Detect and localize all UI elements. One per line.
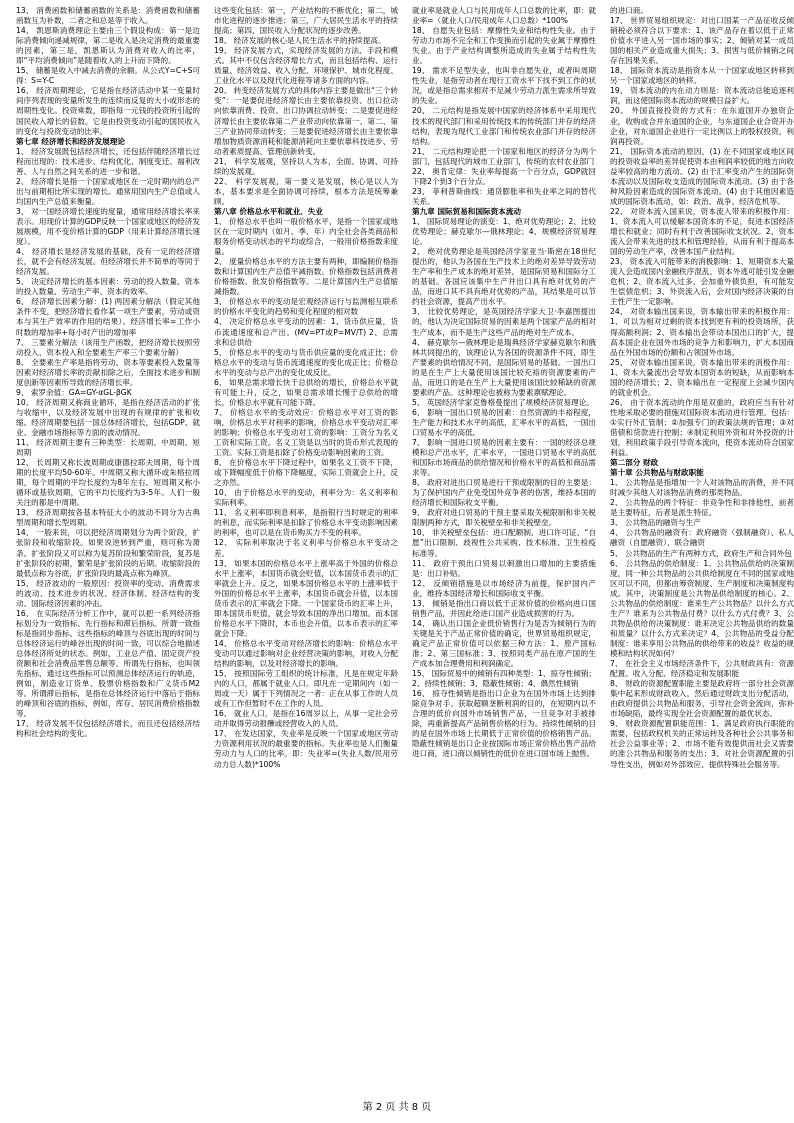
paragraph: 12、 长周期又称长波周期或康德拉耶夫周期，每个周期的长度平均50-60年。中周期又称大循环或朱格拉周期，每个周期的平均长度约为8年左右。短周期又称小循环或基钦周期，它的平均长度约为3-5年。人们一般关注的都是中周期。 [16, 458, 200, 508]
paragraph: 4、 公共物品的融资有：政府融资（强制融资）、私人融资（自愿融资）、联合融资 [610, 528, 794, 548]
paragraph: 1、 价格总水平也叫一般价格水平，是指一个国家或地区在一定时期内（如月、季、年）内全社会各类商品和服务价格变动状态的平均或综合，一般用价格指数来度量。 [214, 216, 398, 257]
paragraph: 17、 经济发展不仅包括经济增长，而且还包括经济结构和社会结构的变化。 [16, 719, 200, 739]
paragraph: 14、 凯恩斯消费理论主要由三个假设构成：第一是边际消费倾向递减规律，第二是收入是决定消费的最重要的因素，第三是，凯恩斯认为消费对收入的比率，即“平均消费倾向”是随着收入的上升而下降的。 [16, 26, 200, 66]
paragraph: 25、 对资本输出国来说，资本输出带来的消极作用：1、资本大量流出会导致本国资本的短缺，从而影响本国的经济增长；2、资本输出在一定程度上会减少国内的就业机会。 [610, 357, 794, 397]
paragraph: 21、 二元结构理论把一个国家和地区的经济分为两个部门，包括现代的城市工业部门，传统的农村农业部门 [412, 146, 596, 166]
paragraph: 12、 实际利率取决于名义利率与价格总水平变动之差。 [214, 538, 398, 558]
paragraph: 11、 经济周期主要有三种类型：长周期、中周期、短周期 [16, 438, 200, 458]
paragraph: 9、 索罗余值：GA=GY-αGL-βGK [16, 387, 132, 397]
paragraph: 22、 科学发展观，第一要义是发展，核心是以人为本，基本要求是全面协调可持续，根本方法是统筹兼顾。 [214, 176, 398, 206]
text-column-4 [610, 6, 794, 1096]
paragraph: 15、 国际贸易中的倾销有四种类型：1、掠夺性倾销；2、持续性倾销；3、隐蔽性倾销；4、偶然性倾销 [412, 669, 596, 689]
paragraph: 24、 对资本输出国来说，资本输出带来的积极作用：1、可以为相对过剩的资本找到更有利的投资场所，获得高额利润；2、资本输出会带动本国出口的扩大，提高本国企业在国外市场的竞争力和影响力，扩大本国商品在外国市场的份额和占领国外市场。 [610, 307, 794, 357]
paragraph: 8、 在价格总水平下降过程中，如果名义工资不下降，或下降幅度低于价格下降幅度，实际工资就会上升，反之亦然。 [214, 458, 398, 488]
paragraph: 2、 度量价格总水平的方法主要有两种，即编制价格指数和计算国内生产总值平减指数。价格指数包括消费者价格指数、批发价格指数等。二是计算国内生产总值缩减指数。 [214, 257, 398, 297]
paragraph: 14、 价格总水平变动对经济增长的影响：价格总水平变动可以通过影响对企业经营决策的影响，对收入分配结构的影响，以及对经济增长的影响。 [214, 638, 398, 669]
paragraph: 3、 价格总水平的变动是宏观经济运行与监测相互联系的价格水平变化的趋势和变化程度的相对数 [214, 297, 398, 317]
paragraph: 3、 公共物品的融资与生产 [610, 518, 701, 528]
paragraph: 12、 反倾销措施是以市场经济为前提，保护国内产业，维持本国经济增长和国际收支平衡。 [412, 578, 596, 598]
paragraph: 3、 比较优势理论，是英国经济学家大卫·李嘉图提出的，他认为决定国际贸易的因素是两个国家产品的相对生产成本，而不是生产这些产品的绝对生产成本。 [412, 307, 596, 337]
paragraph: 就业率是就业人口与民用成年人口总数的比率，即：就业率=（就业人口/民用成年人口总数）*100% [412, 6, 596, 26]
paragraph: 4、 决定价格总水平变动的因素：1、货币供应量，货币流通速度和总产出。(MV=PT或P=MV/T) 2、总需求和总供给 [214, 317, 398, 347]
text-column-3 [412, 6, 596, 1096]
paragraph: 19、 经济发展方式，实现经济发展的方法、手段和模式。其中不仅包含经济增长方式，而且包括结构、运行质量、经济效益、收入分配、环境保护、城市化程度、工业化水平以及现代化进程等诸多方面的内容。 [214, 46, 398, 86]
paragraph: 这些变化包括：第一，产业结构的不断优化；第二，城市化进程的逐步推进；第三，广大居民生活水平的持续提高；第四，国民收入分配状况的逐步改善。 [214, 6, 398, 36]
paragraph: 1、 国际贸易理论的演变：1、绝对优势理论；2、比较优势理论；赫克歇尔—俄林理论；4、规模经济贸易理论。 [412, 216, 596, 247]
paragraph: 9、 财政资源配置职能范围：1、满足政府执行职能的需要，包括政权机关的正常运转及各种社会公共事务和社会公益事业等；2、市场不能有效提供而社会又需要的准公共物品和服务的支出；3、对社会资源配置的引导性支出，例如对外部效应、提供特殊社会服务等。 [610, 719, 794, 769]
paragraph: 11、 政府干预出口贸易以刺激出口增加的主要措施是：出口补贴。 [412, 558, 596, 578]
paragraph: 8、 全要素生产率是指将劳动、资本等要素投入数量等因素对经济增长率的贡献扣除之后，全面技术进步和制度创新等因素所导致的经济增长率。 [16, 357, 200, 387]
paragraph: 19、 需求不足型失业，也叫非自愿失业，或者叫周期性失业，是指劳动者在现行工资水平下找不到工作的状况，或是指总需求相对不足减少劳动力派生需求所导致的失业。 [412, 66, 596, 106]
paragraph: 11、 名义利率即利息利率，是指银行当时规定的利率的利息，而实际利率是扣除了价格总水平变动影响因素的利率，也可以是在货币购买力不变的利率。 [214, 508, 398, 538]
paragraph: 1、 经济发展既包括经济增长，还包括伴随经济增长过程而出现的：技术进步、结构优化、制度变迁、福利改善、人与自然之间关系的进一步和谐。 [16, 146, 200, 176]
paragraph: 5、 决定经济增长的基本因素：劳动的投入数量、资本的投入数量、劳动生产率、资本的效率。 [16, 277, 200, 297]
paragraph: 20、 转变经济发展方式的具体内容主要是做出“三个转变”：一是要促进经济增长由主要依靠投资、出口拉动向依靠消费、投资、出口协调拉动转变；二是要促进经济增长由主要依靠第二产业带动向依靠第一、第二、第三产业协同带动转变；三是要促进经济增长由主要依靠增加物质资源消耗和能源消耗向主要依靠科技进步、劳动者素质提高、管理创新转变。 [214, 86, 398, 156]
paragraph: 15、 储蓄是收入中减去消费的余额。从公式Y=C+S可得：S=Y-C [16, 66, 200, 86]
document-page [16, 6, 794, 1098]
paragraph: 10、 由于价格总水平的变动，利率分为：名义利率和实际利率。 [214, 488, 398, 508]
paragraph: 20、 外国直接投资的方式有：在东道国开办独资企业，收购或合并东道国的企业，与东道国企业合资开办企业，对东道国企业进行一定比例以上的股权投资，利润再投资。 [610, 106, 794, 146]
paragraph: 的进口商。 [610, 6, 648, 15]
paragraph: 10、 经济周期又称商业循环，是指在经济活动的扩张与收缩中，以及经济发展中出现的有规律的扩张和收缩。经济周期要包括一国总体经济增长，包括GDP、就业、金融市场指标等方面的波动情况。 [16, 397, 200, 437]
paragraph: 21、 科学发展观，坚持以人为本，全面、协调、可持续的发展观。 [214, 156, 398, 176]
paragraph: 14、 一般来说，可以把经济周期划分为两个阶段，扩张阶段和收缩阶段。如果说逆转到严重，则可称为萧条。扩张阶段又可以称为复苏阶段和繁荣阶段，复苏是扩张阶段的初期，繁荣是扩张阶段的后期。收缩阶段的最低点称为谷底，扩张阶段的最高点称为峰顶。 [16, 528, 200, 578]
section-heading: 第七章 经济增长和经济发展理论 [16, 136, 125, 146]
paragraph: 13、 倾销是指出口商以低于正常价值的价格向进口国销售产品，并因此给进口国产业造成损害的行为。 [412, 598, 596, 618]
paragraph: 10、 非关税壁垒包括：进口配额制、进口许可证、“自愿”出口限制、歧视性公共采购、技术标准、卫生检疫标准等。 [412, 528, 596, 558]
paragraph: 18、 自愿失业包括：摩擦性失业和结构性失业。由于劳动力市场不完全和工作变换而引起的失业属于摩擦性失业。由于产业结构调整所造成的失业属于结构性失业。 [412, 26, 596, 66]
paragraph: 13、 消费函数和储蓄函数的关系是：消费函数和储蓄函数互为补数，二者之和总是等于收入。 [16, 6, 200, 26]
page-number-footer: 第 2 页 共 8 页 [362, 1102, 432, 1113]
paragraph: 17、 在发达国家，失业率是反映一个国家或地区劳动力资源利用状况的最重要的指标。失业率也是人们衡量劳动力与人口的比率。即：失业率=(失业人数/民用劳动力总人数)*100% [214, 729, 398, 769]
paragraph: 7、 三要素分解法（该用生产函数，把经济增长按照劳动投入、资本投入和全要素生产率三个要素分解） [16, 337, 200, 357]
text-column-2 [214, 6, 398, 1096]
paragraph: 16、 就业人口，是指在16周岁以上，从事一定社会劳动并取得劳动报酬或经营收入的人员。 [214, 709, 398, 729]
section-heading: 第九章 国际贸易和国际资本流动 [412, 206, 521, 216]
paragraph: 19、 资本流动的内在动力则是：资本流动总能追逐利润，而这使国际资本流动的规模日益扩大。 [610, 86, 794, 106]
paragraph: 2、 公共物品的两个特征：非竞争性和非排他性，前者是主要特征，后者是派生特征。 [610, 498, 794, 518]
paragraph: 2、 经济增长是指一个国家或地区在一定时期内的总产出与前期相比所实现的增长。通常用国内生产总值或人均国内生产总值来衡量。 [16, 176, 200, 206]
paragraph: 2、 绝对优势理论是英国经济学家亚当·斯密在18世纪提出的，他认为各国在生产技术上的绝对差异导致劳动生产率和生产成本的绝对差异，是国际贸易和国际分工的基础。各国应该集中生产并出口具有绝对优势的产品，而进口其不具有绝对优势的产品，其结果是可以节约社会资源，提高产出水平。 [412, 247, 596, 307]
paragraph: 4、 经济增长是经济发展的基础，没有一定的经济增长，就不会有经济发展。但经济增长并不简单的等同于经济发展。 [16, 247, 200, 277]
paragraph: 8、 财政的资源配置职能主要是政府将一部分社会资源集中起来形成财政收入，然后通过财政支出分配活动，由政府提供公共物品和服务，引导社会资金流向，弥补市场缺陷，最终实现全社会资源配置的最优状态。 [610, 679, 794, 719]
paragraph: 6、 影响一国出口贸易的因素：自然资源的丰裕程度，生产能力和技术水平的高低，汇率水平的高低，一国出口贸易水平的高低。 [412, 407, 596, 437]
paragraph: 5、 公共物品的生产有两种方式，政府生产和合同外包 [610, 548, 792, 558]
paragraph: 22、 奥肯定律：失业率每提高一个百分点，GDP就回下降2个到3个百分点。 [412, 166, 596, 186]
paragraph: 13、 经济周期按各基本特征大小的波动不同分为古典型周期和增长型周期。 [16, 508, 200, 528]
paragraph: 16、 在实际经济分析工作中，就可以把一系列经济指标划分为一致指标、先行指标和滞后指标。所谓一致指标是指同步指标，这些指标的峰顶与谷底出现的时间与总体经济运行的峰谷出现的时间一致，可以综合地描述总体经济所处的状态。例如，工业总产值、固定资产投资额和社会消费品零售总额等。所谓先行指标，也叫领先指标，通过这些指标可以预测总体经济运行的轨迹，例如，制造业订货单、股票价格指数和广义货币M2等。所谓滞后指标，是指在总体经济运行中落后于指标的峰顶和谷底的指标，例如，库存、居民消费价格指数等。 [16, 608, 200, 719]
paragraph: 18、 经济发展的核心是人民生活水平的持续提高。 [214, 36, 386, 46]
paragraph: 17、 世界贸易组织规定：对出口国某一产品征收反倾销税必须符合以下要求：1、该产品存在着以低于正常价值水平进入另一国市场的事实；2、倾销对某一成员国的相关产业造成重大损失；3、损害与低价倾销之间存在因果关系。 [610, 16, 794, 66]
paragraph: 7、 在社会主义市场经济条件下，公共财政具有：资源配置、收入分配、经济稳定和发展职能 [610, 659, 794, 679]
paragraph: 8、 政府对进出口贸易进行干预或限制的目的主要是：为了保护国内产业免受国外竞争者的伤害，维持本国的经济增长和国际收支平衡。 [412, 478, 596, 508]
paragraph: 18、 国际资本流动是指资本从一个国家或地区转移到另一个国家或地区的转移。 [610, 66, 794, 86]
paragraph: 4、 赫克歇尔—俄林理论是瑞典经济学家赫克歇尔和俄林共同提出的，该理论认为各国的资源条件不同，即生产要素的供给情况不同，是国际贸易的基础。一国出口的是在生产上大量使用该国比较充裕的资源要素的产品，而进口的是在生产上大量使用该国比较稀缺的资源要素的产品。这种理论也被称为要素禀赋理论。 [412, 337, 596, 397]
paragraph: 7、 影响一国进口贸易的因素主要有：一国的经济总规模和总产出水平，汇率水平，一国进口贸易水平的高低和国际市场商品的供给情况和价格水平的高低和商品需求等。 [412, 438, 596, 478]
paragraph: 15、 按照国际劳工组织的统计标准，凡是在规定年龄内的人口，都属于就业人口。即凡在一定期间内（如一周或一天）属于下列情况之一者：正在从事工作的人员或有工作但暂时不在工作的人员。 [214, 669, 398, 709]
paragraph: 23、 资本流入可能带来的消极影响：1、短期资本大量流入会造成国内金融秩序混乱，资本外逃可能引发金融危机；2、资本流入过多，会加重外债负担，有可能发生偿债危机；3、外资流入后，会对国内经济决策的自主性产生一定影响。 [610, 257, 794, 307]
paragraph: 5、 英国经济学家克鲁格曼提出了规模经济贸易理论。 [412, 397, 594, 407]
paragraph: 1、 公共物品是指增加一个人对该物品的消费，并不同时减少其他人对该物品消费的那类物品。 [610, 478, 794, 498]
section-heading: 第十章 公共物品与财政职能 [610, 468, 704, 478]
paragraph: 6、 经济增长因素分解：(1) 两因素分解法（假定其他条件不变，把经济增长看作某一项生产要素，劳动或资本与其生产效率的作用的结果）。经济增长率=工作小时数的增加率+每小时产出的增加率 [16, 297, 200, 337]
section-heading: 第八章 价格总水平和就业、失业 [214, 206, 323, 216]
paragraph: 16、 经济周期理论，它是指在经济活动中某一变量时间序列表现的变量所发生的连续而反复的大小或形态的周期性变化。投资乘数，即指每一元钱的投资所引起的国民收入增长的倍数。它是由投资变动引起的国民收入的变化与投资变动的比率。 [16, 86, 200, 136]
paragraph: 5、 价格总水平的变动与货币供应量的变化成正比；价格总水平的变动与货币流通速度的变化成正比；价格总水平的变动与总产出的变化成反比。 [214, 347, 398, 377]
paragraph: 9、 政府对进口贸易的干预主要采取关税限制和非关税限制两种方式，即关税壁垒和非关税壁垒。 [412, 508, 596, 528]
paragraph: 16、 掠夺性倾销是指出口企业为在国外市场上达到排除竞争对手、获取超额垄断利润的目的，在短期内以不合理的低价向国外市场销售产品，一旦竞争对手被排除，再重新提高产品销售价格的行为。持续性倾销的目的是在国外市场上长期低于正常价值的价格销售产品。隐蔽性倾销是出口企业按国际市场正常价格出售产品给进口商，进口商以倾销性的低价在进口国市场上抛售。 [412, 689, 596, 759]
section-heading: 第二部分 财政 [610, 458, 659, 468]
paragraph: 14、 确认出口国企业低价销售行为是否为倾销行为的关键是关于产品正常价值的确定，世界贸易组织规定，确定产品正常价值可以依据三种方法：1、原产国标准；2、第三国标准；3、按照同类产品在原产国的生产成本加合理费用和利润确定。 [412, 618, 596, 669]
paragraph: 6、 公共物品的供给制度：1、公共物品供给的决策制度，同一种公共物品的公共供给制度在不同的国家或地区可以不同，但都由筹资制度、生产制度和决策制度构成。其中，决策制度是公共物品供给制度的核心。2、公共物品的供给制度：谁来生产公共物品？以什么方式生产？谁来为公共物品付费？以什么方式付费？3、公共物品供给的决策制度：谁来决定公共物品供给的数量和质量？以什么方式来决定？4、公共物品的受益分配制度：谁来享用公共物品的供给带来的收益？收益的规模和结构状况如何？ [610, 558, 794, 658]
paragraph: 3、 对一国经济增长速度的度量，通常用经济增长率来表示。用现价计算的GDP反映一个国家或地区的经济发展规模，用不变价格计算的GDP（用来计算经济增长速度）。 [16, 206, 200, 247]
paragraph: 22、 对资本流入国来说，资本流入带来的积极作用：1、资本流入可以缓解本国资本的不足，促进本国经济增长和就业；同时有利于改善国际收支状况。2、资本流入会带来先进的技术和管理经验，从而有利于提高本国的劳动生产率，改善本国产业结构。 [610, 206, 794, 257]
paragraph: 26、 由于资本流动的作用是双重的，政府应当有针对性地采取必要的措施对国际资本流动进行管理。包括：①实行外汇管制；②加强专门的政策法规的管理；③对借债和贷款进行控制；④制定利用外资和对外投资的计划，利用政策手段引导资本流向，使资本流动符合国家利益。 [610, 397, 794, 458]
paragraph: 15、 经济波动的一般原因：投资率的变动、消费需求的波动、技术进步的状况、经济体制、经济结构的变动、国际经济因素的冲击。 [16, 578, 200, 608]
paragraph: 13、 如果本国的价格总水平上涨率高于外国的价格总水平上涨率，本国货币就会贬值，以本国货币表示的汇率就会上升。反之，如果本国价格总水平的上涨率低于外国的价格总水平上涨率，本国货币就会升值，以本国货币表示的汇率就会下降。一个国家货币的汇率上升，即本国货币贬值，就会导致本国的净出口增加。而本国价格总水平下降时，本币也会升值，以本币表示的汇率就会下降。 [214, 558, 398, 638]
paragraph: 21、 国际资本流动的原因，(1) 在不同国家或地区间的投资收益率的差异促使资本由利润率较低的地方向收益率较高的地方流动。(2) 由于汇率变动产生的国际资本流动以及国际收支造成的国际资本流动。(3) 由于各种风险因素造成的国际资本流动。(4) 由于其他因素造成的国际资本流动，如：政治、战争、经济危机等。 [610, 146, 794, 206]
paragraph: 20、 二元结构是指发展中国家的经济体系中采用现代技术的现代部门和采用传统技术的传统部门并存的经济结构，表现为现代工业部门和传统农业部门并存的经济结构。 [412, 106, 596, 146]
paragraph: 6、 如果总需求增长快于总供给的增长，价格总水平就有可能上升，反之，如果总需求增长慢于总供给的增长，价格总水平就有可能下降。 [214, 377, 398, 407]
paragraph: 7、 价格总水平的变动效应：价格总水平对工资的影响，价格总水平对利率的影响，价格总水平变动对汇率的影响；价格总水平变动对工资的影响：工资分为名义工资和实际工资。名义工资是以当时的货币形式表现的工资。实际工资是扣除了价格变动影响因素的工资。 [214, 407, 398, 458]
text-column-1 [16, 6, 200, 1096]
paragraph: 23、 菲利普斯曲线：通货膨胀率和失业率之间的替代关系。 [412, 186, 596, 206]
